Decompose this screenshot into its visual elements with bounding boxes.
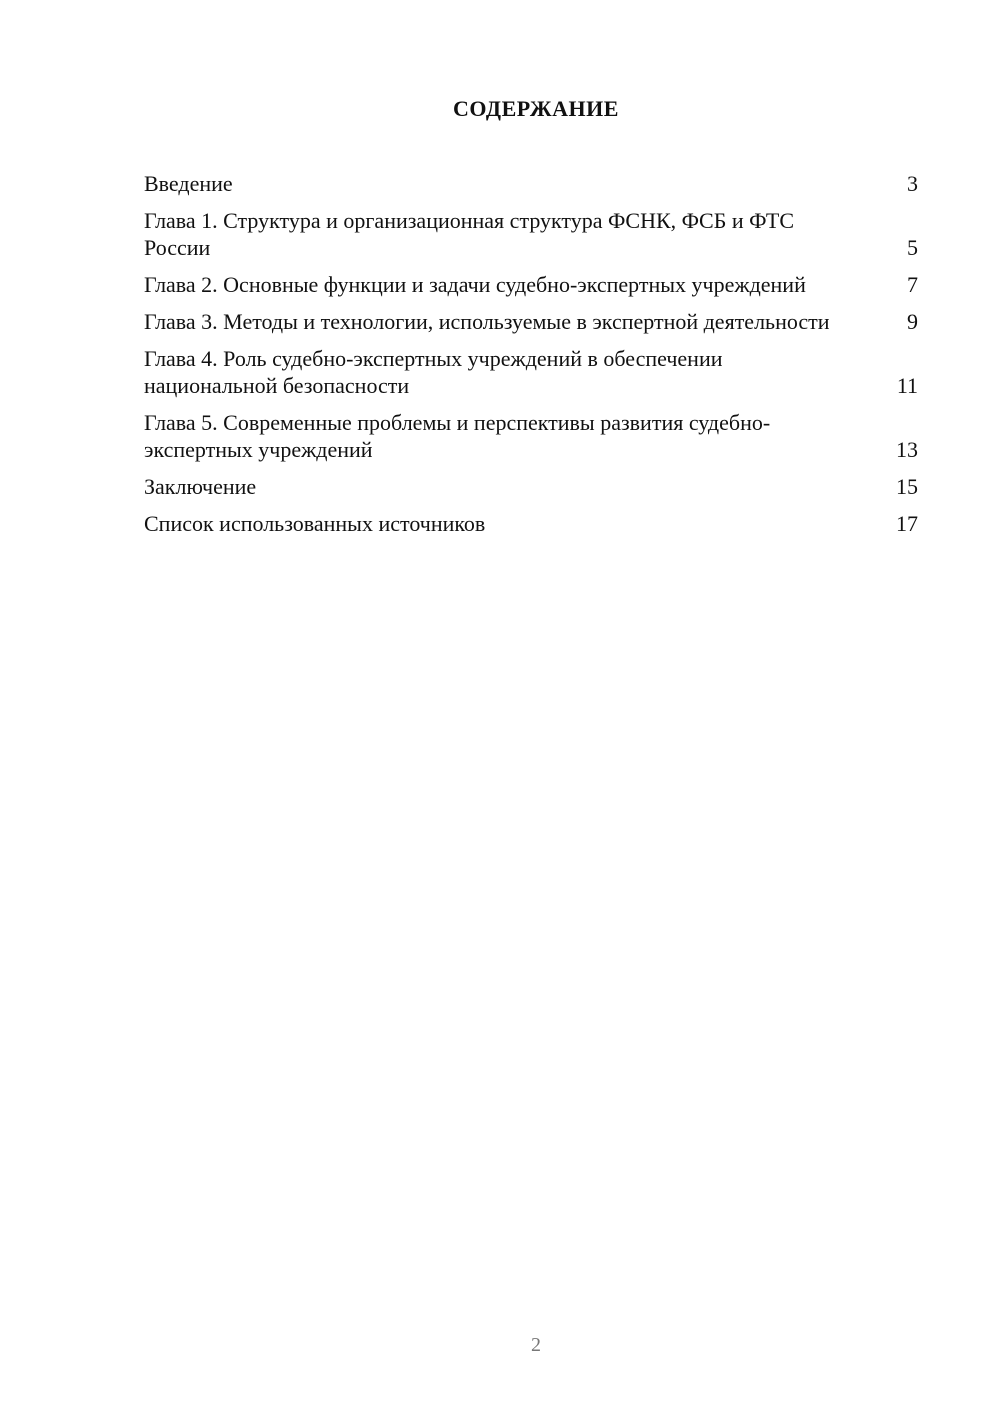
toc-entry-text: Введение — [144, 171, 233, 196]
page-title: СОДЕРЖАНИЕ — [453, 96, 619, 121]
toc-entry-text: Глава 1. Структура и организационная структура ФСНК, ФСБ и ФТС России — [144, 208, 795, 260]
toc-entry-page: 5 — [907, 235, 918, 260]
toc-entry-text: Заключение — [144, 474, 257, 499]
toc-entry-page: 13 — [896, 437, 918, 462]
toc-entry-references — [144, 510, 918, 537]
toc-entry-text: Глава 2. Основные функции и задачи судебно-экспертных учреждений — [144, 272, 806, 297]
toc-entry-page: 9 — [907, 309, 918, 334]
toc-entry-page: 11 — [896, 373, 918, 398]
toc-entry-text: Глава 3. Методы и технологии, используемые в экспертной деятельности — [144, 309, 830, 334]
toc-entry-page: 7 — [907, 272, 918, 297]
toc-entry-chapter-1 — [144, 207, 918, 261]
toc-entry-page: 17 — [896, 511, 918, 536]
toc-entry-conclusion — [144, 473, 918, 500]
toc-entry-chapter-2 — [144, 271, 918, 298]
table-of-contents — [144, 170, 918, 547]
toc-entry-chapter-3 — [144, 308, 918, 335]
toc-entry-chapter-4 — [144, 345, 918, 399]
toc-entry-page: 15 — [896, 474, 918, 499]
toc-entry-text: Список использованных источников — [144, 511, 486, 536]
toc-entry-text: Глава 4. Роль судебно-экспертных учреждений в обеспечении национальной безопасности — [144, 346, 723, 398]
toc-entry-chapter-5 — [144, 409, 918, 463]
toc-entry-text: Глава 5. Современные проблемы и перспективы развития судебно-экспертных учреждений — [144, 410, 771, 462]
toc-entry-introduction — [144, 170, 918, 197]
toc-entry-page: 3 — [907, 171, 918, 196]
page-number: 2 — [531, 1334, 541, 1356]
